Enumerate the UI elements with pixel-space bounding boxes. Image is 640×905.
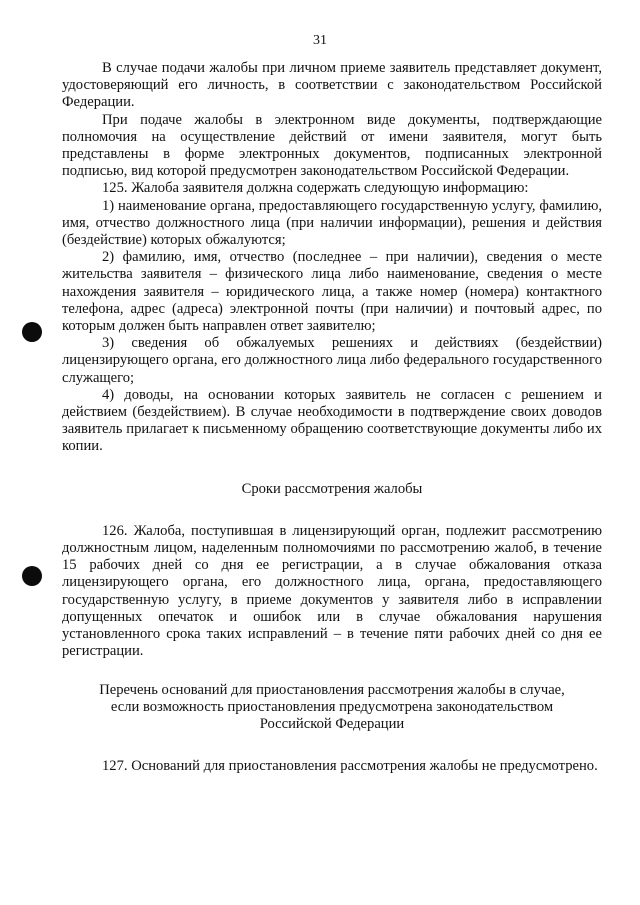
- heading-line: Перечень оснований для приостановления рассмотрения жалобы в случае,: [99, 681, 565, 698]
- paragraph-electronic-submission: При подаче жалобы в электронном виде документы, подтверждающие полномочия на осуществление действий от имени заявителя, могут быть представлены в форме электронных документов, подписанных электронной подписью, вид которой предусмотрен законодательством Российской Федерации.: [62, 111, 602, 180]
- paragraph-personal-submission: В случае подачи жалобы при личном приеме заявитель представляет документ, удостоверяющий его личность, в соответствии с законодательством Российской Федерации.: [62, 60, 602, 111]
- section-heading-suspension: [62, 682, 602, 734]
- punch-hole-mark: [22, 566, 42, 586]
- list-item-3: 3) сведения об обжалуемых решениях и действиях (бездействии) лицензирующего органа, его должностного лица либо федерального государственного служащего;: [62, 335, 602, 386]
- section-heading-terms: Сроки рассмотрения жалобы: [241, 480, 423, 497]
- punch-hole-mark: [22, 322, 42, 342]
- paragraph-126: 126. Жалоба, поступившая в лицензирующий орган, подлежит рассмотрению должностным лицом, наделенным полномочиями по рассмотрению жалоб, в течение 15 рабочих дней со дня ее регистрации, а в случае обжалования отказа лицензирующего органа, его должностного лица, органа, предоставляющего государственную услугу, в приеме документов у заявителя либо в исправлении допущенных опечаток и ошибок или в случае обжалования нарушения установленного срока таких исправлений – в течение пяти рабочих дней со дня ее регистрации.: [62, 522, 602, 660]
- paragraph-127: 127. Оснований для приостановления рассмотрения жалобы не предусмотрено.: [102, 758, 598, 775]
- heading-line: Российской Федерации: [259, 715, 405, 732]
- heading-line: если возможность приостановления предусмотрена законодательством: [110, 698, 554, 715]
- list-item-2: 2) фамилию, имя, отчество (последнее – при наличии), сведения о месте жительства заявителя – физического лица либо наименование, сведения о месте нахождения заявителя – юридического лица, а также номер (номера) контактного телефона, адрес (адреса) электронной почты (при наличии) и почтовый адрес, по которым должен быть направлен ответ заявителю;: [62, 249, 602, 335]
- list-item-1: 1) наименование органа, предоставляющего государственную услугу, фамилию, имя, отчество должностного лица (при наличии информации), решения и действия (бездействие) которых обжалуются;: [62, 197, 602, 249]
- document-body: [62, 60, 602, 775]
- paragraph-125-intro: 125. Жалоба заявителя должна содержать следующую информацию:: [102, 180, 529, 197]
- list-item-4: 4) доводы, на основании которых заявитель не согласен с решением и действием (бездействием). В случае необходимости в подтверждение своих доводов заявитель прилагает к письменному обращению соответствующие документы либо их копии.: [62, 386, 602, 455]
- page-number: 31: [313, 33, 327, 48]
